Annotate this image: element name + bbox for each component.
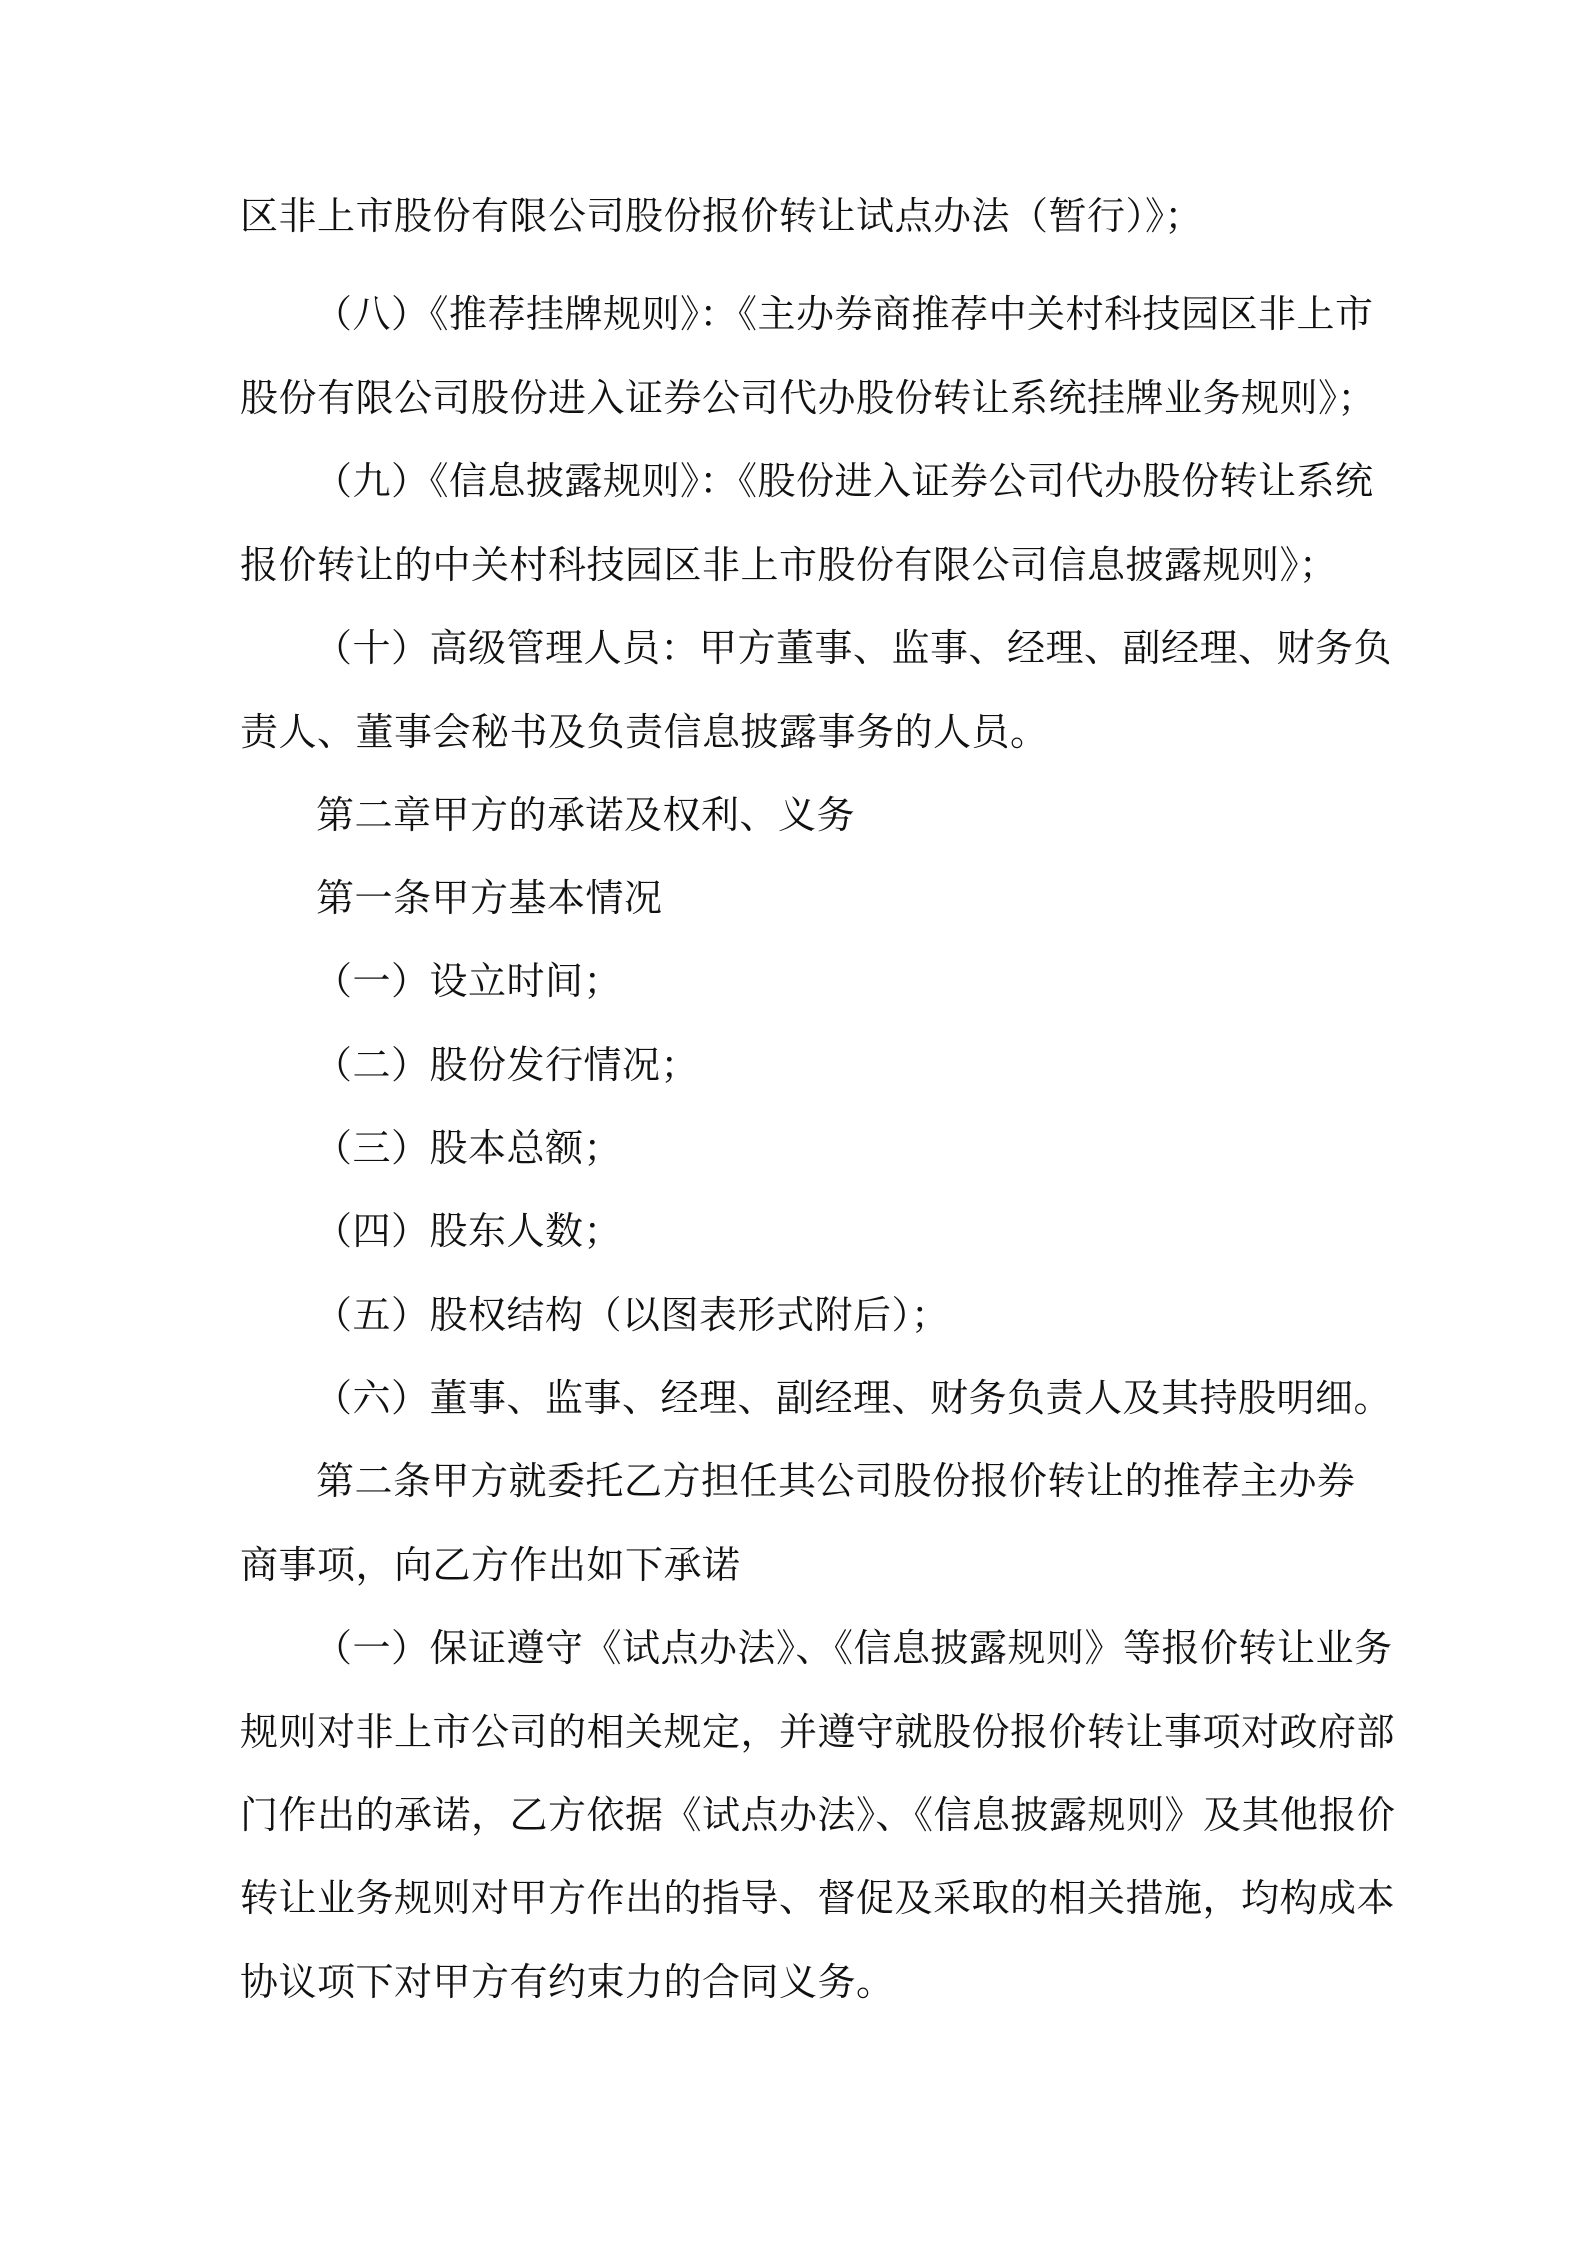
list-item: （六）董事、监事、经理、副经理、财务负责人及其持股明细。: [314, 1376, 1393, 1420]
text-line: 股份有限公司股份进入证券公司代办股份转让系统挂牌业务规则》；: [240, 376, 1377, 420]
text-line: 规则对非上市公司的相关规定，并遵守就股份报价转让事项对政府部: [240, 1710, 1396, 1754]
text-line: 责人、董事会秘书及负责信息披露事务的人员。: [240, 710, 1049, 754]
list-item: （二）股份发行情况；: [314, 1043, 700, 1087]
text-line: 报价转让的中关村科技园区非上市股份有限公司信息披露规则》；: [240, 543, 1338, 587]
text-line: 商事项，向乙方作出如下承诺: [240, 1543, 741, 1587]
list-item: （三）股本总额；: [314, 1126, 623, 1170]
text-line: 协议项下对甲方有约束力的合同义务。: [240, 1960, 895, 2004]
article-heading: 第一条甲方基本情况: [316, 876, 663, 920]
text-line: （十）高级管理人员：甲方董事、监事、经理、副经理、财务负: [314, 626, 1393, 670]
list-item: （一）设立时间；: [314, 959, 623, 1003]
list-item: （四）股东人数；: [314, 1209, 623, 1253]
chapter-heading: 第二章甲方的承诺及权利、义务: [316, 793, 856, 837]
text-line: 第二条甲方就委托乙方担任其公司股份报价转让的推荐主办券: [316, 1459, 1356, 1503]
text-line: 区非上市股份有限公司股份报价转让试点办法（暂行）》；: [240, 194, 1204, 238]
text-line: （一）保证遵守《试点办法》、《信息披露规则》等报价转让业务: [314, 1626, 1393, 1670]
text-line: （九）《信息披露规则》：《股份进入证券公司代办股份转让系统: [314, 459, 1374, 503]
text-line: 门作出的承诺，乙方依据《试点办法》、《信息披露规则》及其他报价: [240, 1793, 1396, 1837]
text-line: （八）《推荐挂牌规则》：《主办券商推荐中关村科技园区非上市: [314, 292, 1374, 336]
text-line: 转让业务规则对甲方作出的指导、督促及采取的相关措施，均构成本: [240, 1876, 1396, 1920]
list-item: （五）股权结构（以图表形式附后）；: [314, 1293, 950, 1337]
